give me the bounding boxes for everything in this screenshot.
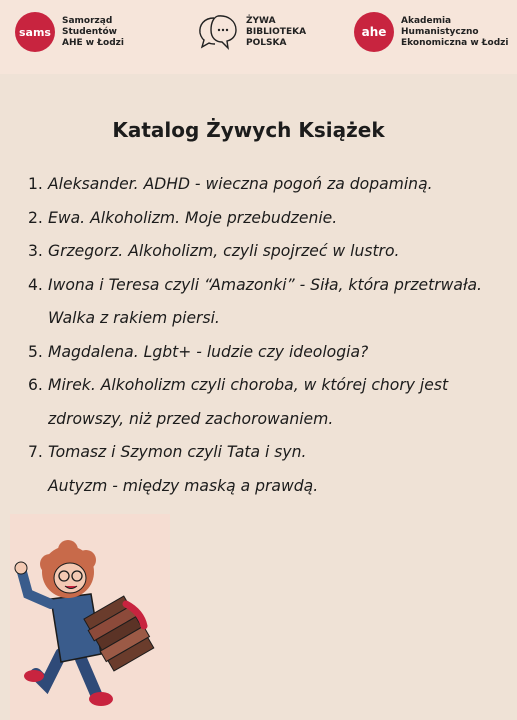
- zb-name-line: BIBLIOTEKA: [246, 26, 307, 37]
- header: [0, 0, 517, 74]
- item-text: Ewa. Alkoholizm. Moje przebudzenie.: [48, 208, 338, 227]
- page-title: Katalog Żywych Książek: [112, 118, 385, 142]
- list-item: [28, 202, 508, 236]
- item-number: 3.: [28, 242, 43, 260]
- item-number: 4.: [28, 275, 43, 294]
- list-item: [28, 336, 508, 370]
- item-number: 7.: [28, 443, 43, 461]
- list-item: [28, 168, 508, 202]
- item-number: 1.: [28, 175, 43, 193]
- item-text: Grzegorz. Alkoholizm, czyli spojrzeć w lustro.: [48, 242, 400, 260]
- sams-name-line: AHE w Łodzi: [62, 37, 124, 48]
- sams-logo: [15, 12, 124, 52]
- girl-with-books-illustration: [6, 534, 166, 720]
- item-number: 2.: [28, 208, 43, 227]
- book-catalog-list: [28, 168, 508, 503]
- speech-heads-icon: [196, 12, 242, 52]
- item-text: Tomasz i Szymon czyli Tata i syn. Autyzm - między maską a prawdą.: [48, 443, 319, 495]
- sams-name-line: Samorząd: [62, 15, 113, 26]
- ahe-logo: [354, 12, 509, 52]
- item-number: 5.: [28, 342, 43, 361]
- zb-name-line: POLSKA: [246, 37, 287, 48]
- sams-logo-circle: sams: [15, 12, 55, 52]
- zb-name-line: ŻYWA: [246, 15, 276, 26]
- list-item: [28, 436, 508, 503]
- sams-name: [62, 16, 124, 49]
- list-item: [28, 269, 508, 336]
- ahe-name-line: Akademia: [401, 15, 452, 26]
- item-text: Aleksander. ADHD - wieczna pogoń za dopaminą.: [48, 175, 433, 193]
- ahe-name: [401, 16, 509, 49]
- ahe-name-line: Humanistyczno: [401, 26, 479, 37]
- item-text: Mirek. Alkoholizm czyli choroba, w której chory jest zdrowszy, niż przed zachorowaniem.: [48, 376, 449, 428]
- zywa-biblioteka-name: [246, 16, 306, 49]
- item-text: Magdalena. Lgbt+ - ludzie czy ideologia?: [48, 342, 369, 361]
- item-text: Iwona i Teresa czyli “Amazonki” - Siła, która przetrwała. Walka z rakiem piersi.: [48, 275, 482, 327]
- item-number: 6.: [28, 376, 43, 394]
- list-item: [28, 235, 508, 269]
- sams-name-line: Studentów: [62, 26, 117, 37]
- list-item: [28, 369, 508, 436]
- ahe-logo-circle: ahe: [354, 12, 394, 52]
- ahe-name-line: Ekonomiczna w Łodzi: [401, 37, 509, 48]
- zywa-biblioteka-logo: [196, 12, 306, 52]
